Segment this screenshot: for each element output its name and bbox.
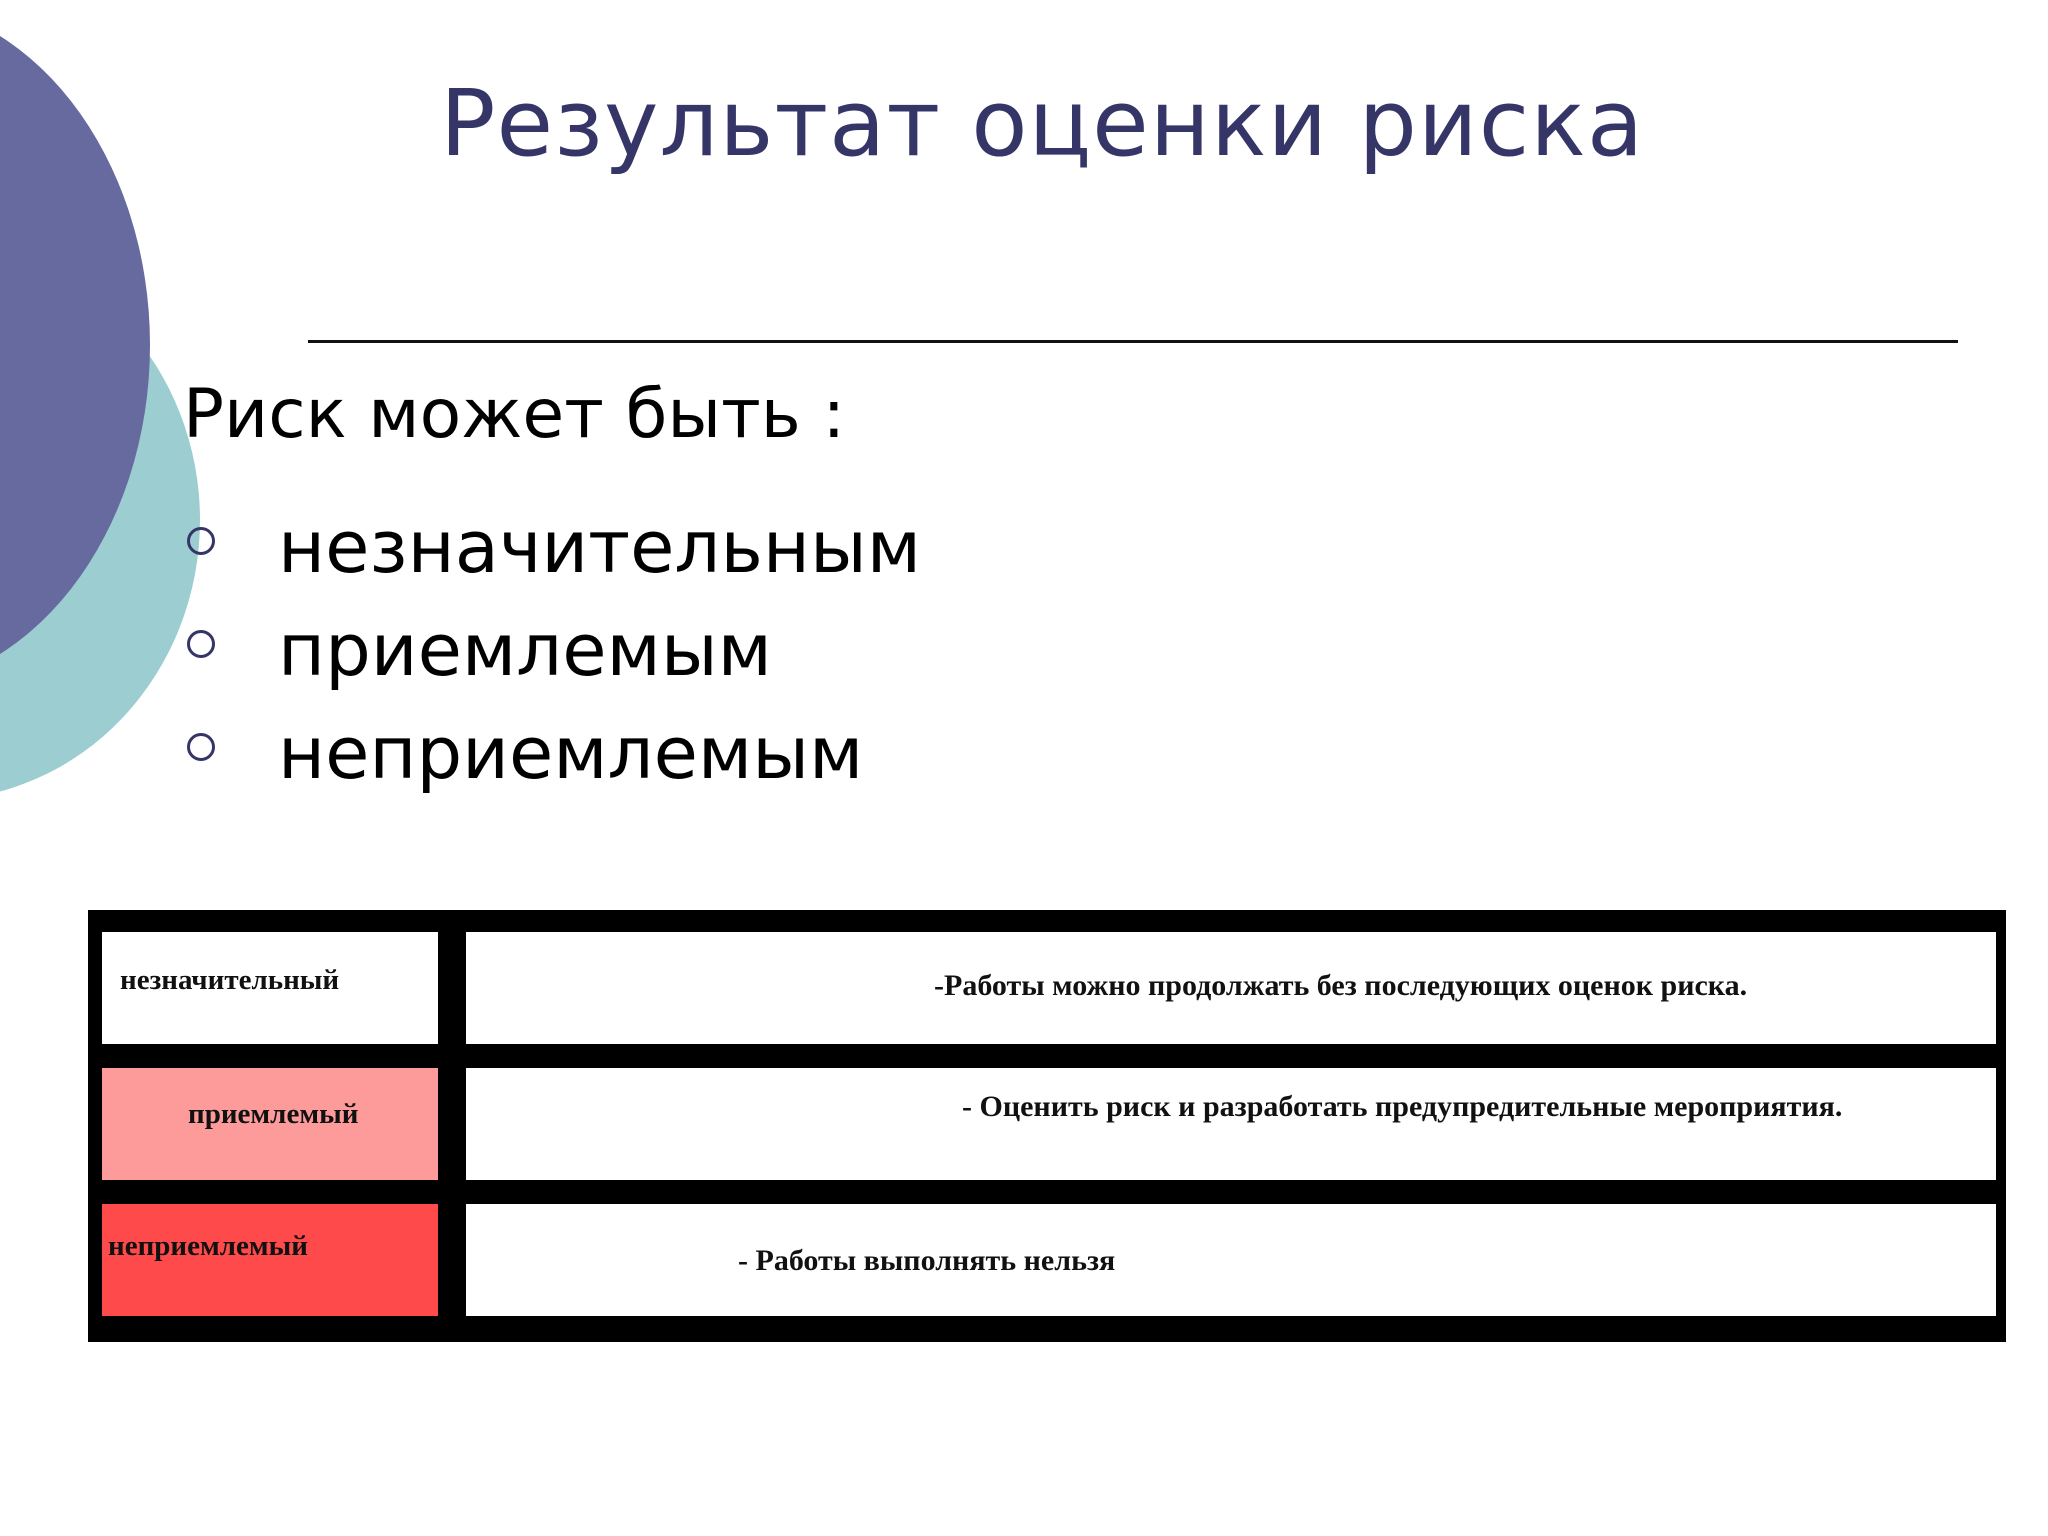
circle-bullet-icon xyxy=(187,527,215,555)
table-cell-action xyxy=(466,1204,1996,1316)
table-cell-action xyxy=(466,1068,1996,1180)
table-cell-level xyxy=(102,1204,438,1316)
slide-title: Результат оценки риска xyxy=(440,70,1645,177)
level-label: незначительный xyxy=(120,964,340,996)
list-item xyxy=(183,505,921,608)
risk-table xyxy=(88,910,2006,1342)
level-label: приемлемый xyxy=(188,1098,359,1130)
intro-text: Риск может быть : xyxy=(183,375,846,454)
risk-levels-list xyxy=(183,505,921,814)
list-item xyxy=(183,711,921,814)
table-cell-level xyxy=(102,1068,438,1180)
circle-bullet-icon xyxy=(187,630,215,658)
table-cell-action xyxy=(466,932,1996,1044)
title-divider xyxy=(308,340,1958,343)
action-text: - Работы выполнять нельзя xyxy=(738,1244,1116,1277)
action-text: -Работы можно продолжать без последующих оценок риска. xyxy=(934,969,1748,1002)
list-item xyxy=(183,608,921,711)
list-item-label: незначительным xyxy=(278,505,922,589)
action-text: - Оценить риск и разработать предупредительные мероприятия. xyxy=(962,1090,1843,1123)
table-cell-level xyxy=(102,932,438,1044)
list-item-label: неприемлемым xyxy=(278,711,864,795)
list-item-label: приемлемым xyxy=(278,608,772,692)
level-label: неприемлемый xyxy=(108,1230,308,1262)
circle-bullet-icon xyxy=(187,733,215,761)
